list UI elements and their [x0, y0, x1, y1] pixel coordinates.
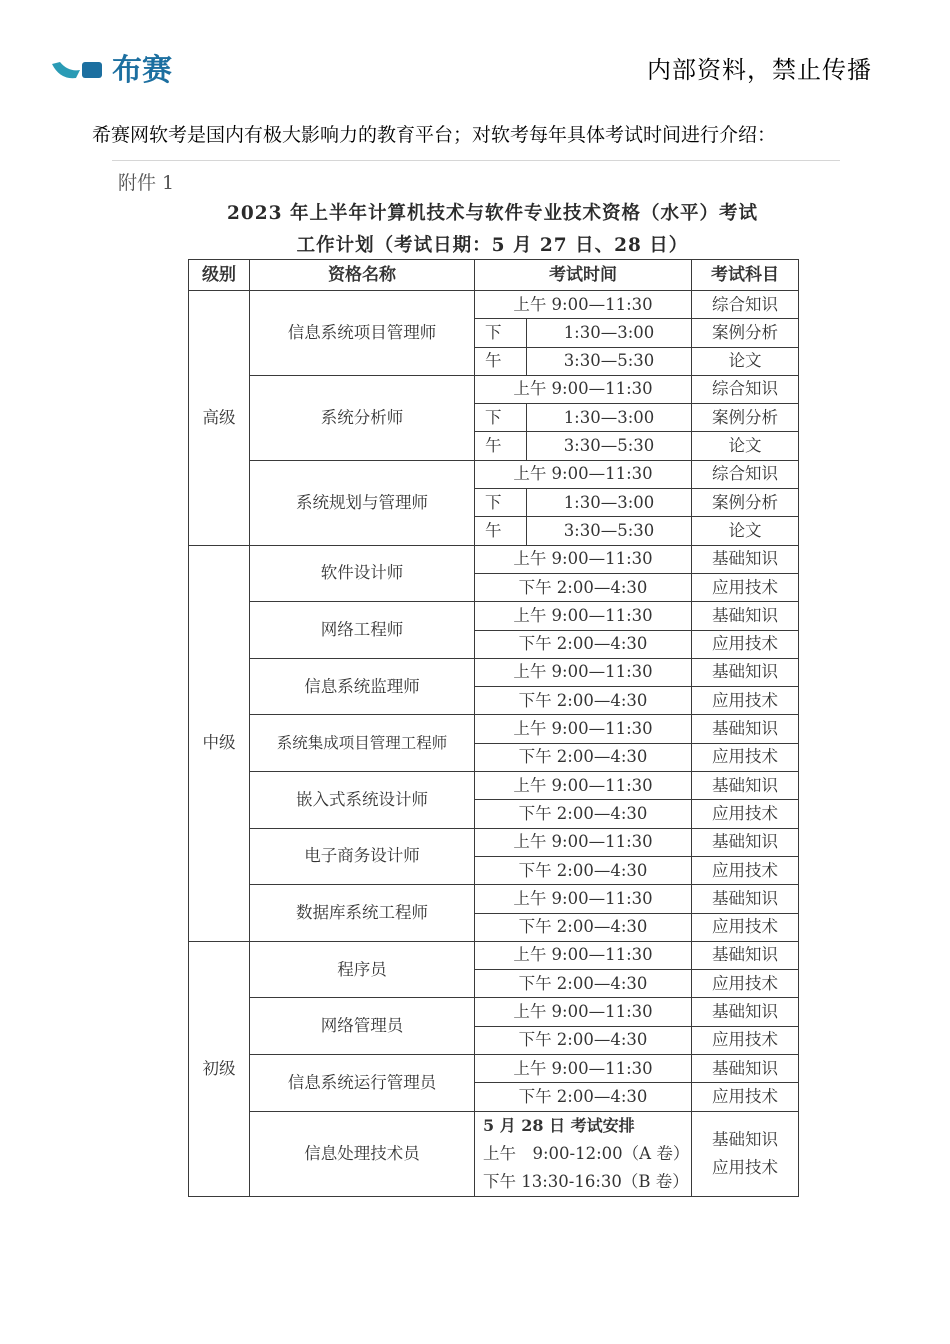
exam-subject: 论文 — [692, 517, 799, 545]
exam-subject: 基础知识 — [712, 1130, 778, 1149]
pm-char: 午 — [475, 347, 527, 375]
pm-char: 午 — [475, 517, 527, 545]
exam-time: 下午 2:00—4:30 — [475, 856, 692, 884]
table-row — [189, 658, 799, 686]
table-row — [189, 460, 799, 488]
special-schedule — [475, 1112, 692, 1197]
special-pm: 下午 13:30-16:30（B 卷） — [483, 1172, 689, 1191]
exam-time: 上午 9:00—11:30 — [475, 998, 692, 1026]
level-intermediate: 中级 — [189, 545, 250, 941]
exam-subject: 基础知识 — [692, 545, 799, 573]
exam-time: 1:30—3:00 — [527, 489, 692, 517]
exam-subject: 综合知识 — [692, 460, 799, 488]
exam-subject: 应用技术 — [692, 1026, 799, 1054]
table-row — [189, 291, 799, 319]
exam-subject: 应用技术 — [692, 970, 799, 998]
exam-time: 上午 9:00—11:30 — [475, 941, 692, 969]
special-heading: 5 月 28 日 考试安排 — [483, 1116, 635, 1135]
exam-subject: 基础知识 — [692, 658, 799, 686]
exam-time: 下午 2:00—4:30 — [475, 800, 692, 828]
exam-time: 下午 2:00—4:30 — [475, 1083, 692, 1112]
qualification-name: 程序员 — [250, 941, 475, 998]
exam-subject: 基础知识 — [692, 602, 799, 630]
exam-subject: 应用技术 — [692, 743, 799, 771]
qualification-name: 信息系统监理师 — [250, 658, 475, 715]
qualification-name: 系统集成项目管理工程师 — [250, 715, 475, 772]
header-exam-time: 考试时间 — [475, 260, 692, 291]
pm-char: 午 — [475, 432, 527, 460]
exam-time: 3:30—5:30 — [527, 517, 692, 545]
exam-subject: 综合知识 — [692, 291, 799, 319]
exam-time: 1:30—3:00 — [527, 404, 692, 432]
table-row — [189, 545, 799, 573]
exam-subject: 应用技术 — [692, 630, 799, 658]
exam-time: 上午 9:00—11:30 — [475, 460, 692, 488]
table-row — [189, 998, 799, 1026]
document-title — [170, 198, 815, 262]
qualification-name: 信息系统运行管理员 — [250, 1055, 475, 1112]
table-row — [189, 885, 799, 913]
table-row — [189, 1112, 799, 1197]
exam-time: 3:30—5:30 — [527, 347, 692, 375]
exam-time: 下午 2:00—4:30 — [475, 913, 692, 941]
level-junior: 初级 — [189, 941, 250, 1196]
exam-subject: 案例分析 — [692, 319, 799, 347]
exam-time: 上午 9:00—11:30 — [475, 885, 692, 913]
exam-time: 上午 9:00—11:30 — [475, 375, 692, 403]
table-row — [189, 602, 799, 630]
exam-subject: 应用技术 — [692, 1083, 799, 1112]
qualification-name: 网络工程师 — [250, 602, 475, 659]
qualification-name: 系统分析师 — [250, 375, 475, 460]
qualification-name: 系统规划与管理师 — [250, 460, 475, 545]
exam-subject: 基础知识 — [692, 998, 799, 1026]
level-senior: 高级 — [189, 291, 250, 546]
table-row — [189, 941, 799, 969]
header-level: 级别 — [189, 260, 250, 291]
qualification-name: 数据库系统工程师 — [250, 885, 475, 942]
table-row — [189, 828, 799, 856]
exam-time: 上午 9:00—11:30 — [475, 291, 692, 319]
exam-subject: 综合知识 — [692, 375, 799, 403]
exam-subject: 应用技术 — [692, 687, 799, 715]
exam-time: 上午 9:00—11:30 — [475, 715, 692, 743]
exam-subject: 案例分析 — [692, 404, 799, 432]
qualification-name: 网络管理员 — [250, 998, 475, 1055]
header-qualification: 资格名称 — [250, 260, 475, 291]
qualification-name: 软件设计师 — [250, 545, 475, 602]
exam-subject: 应用技术 — [692, 573, 799, 601]
confidential-notice: 内部资料，禁止传播 — [647, 56, 872, 84]
table-row — [189, 715, 799, 743]
exam-subject: 基础知识 — [692, 941, 799, 969]
exam-subject: 应用技术 — [692, 913, 799, 941]
exam-time: 上午 9:00—11:30 — [475, 828, 692, 856]
exam-subject: 应用技术 — [712, 1158, 778, 1177]
exam-time: 下午 2:00—4:30 — [475, 687, 692, 715]
table-row — [189, 375, 799, 403]
pm-char: 下 — [475, 319, 527, 347]
header-subject: 考试科目 — [692, 260, 799, 291]
pm-char: 下 — [475, 404, 527, 432]
pm-char: 下 — [475, 489, 527, 517]
title-line-2: 工作计划（考试日期：5 月 27 日、28 日） — [296, 235, 689, 256]
title-line-1: 2023 年上半年计算机技术与软件专业技术资格（水平）考试 — [227, 203, 758, 224]
special-am: 上午 9:00-12:00（A 卷） — [483, 1144, 690, 1163]
exam-subject: 基础知识 — [692, 772, 799, 800]
attachment-label: 附件 1 — [118, 172, 175, 194]
exam-time: 上午 9:00—11:30 — [475, 1055, 692, 1083]
qualification-name: 嵌入式系统设计师 — [250, 772, 475, 829]
exam-subject: 论文 — [692, 347, 799, 375]
xisai-logo — [50, 48, 225, 88]
exam-subjects — [692, 1112, 799, 1197]
exam-subject: 基础知识 — [692, 1055, 799, 1083]
exam-time: 1:30—3:00 — [527, 319, 692, 347]
intro-text: 希赛网软考是国内有极大影响力的教育平台；对软考每年具体考试时间进行介绍： — [92, 124, 777, 146]
exam-time: 下午 2:00—4:30 — [475, 743, 692, 771]
qualification-name: 信息处理技术员 — [250, 1112, 475, 1197]
exam-time: 下午 2:00—4:30 — [475, 573, 692, 601]
table-header-row — [189, 260, 799, 291]
exam-subject: 应用技术 — [692, 856, 799, 884]
exam-time: 上午 9:00—11:30 — [475, 545, 692, 573]
exam-subject: 应用技术 — [692, 800, 799, 828]
qualification-name: 信息系统项目管理师 — [250, 291, 475, 376]
exam-subject: 基础知识 — [692, 715, 799, 743]
qualification-name: 电子商务设计师 — [250, 828, 475, 885]
exam-time: 3:30—5:30 — [527, 432, 692, 460]
exam-schedule-table — [188, 259, 799, 1197]
exam-subject: 案例分析 — [692, 489, 799, 517]
exam-time: 下午 2:00—4:30 — [475, 1026, 692, 1054]
exam-time: 下午 2:00—4:30 — [475, 630, 692, 658]
exam-time: 上午 9:00—11:30 — [475, 772, 692, 800]
table-row — [189, 772, 799, 800]
svg-text:布赛: 布赛 — [112, 53, 172, 88]
table-row — [189, 1055, 799, 1083]
exam-time: 上午 9:00—11:30 — [475, 602, 692, 630]
exam-subject: 基础知识 — [692, 885, 799, 913]
exam-subject: 基础知识 — [692, 828, 799, 856]
exam-time: 下午 2:00—4:30 — [475, 970, 692, 998]
exam-time: 上午 9:00—11:30 — [475, 658, 692, 686]
exam-subject: 论文 — [692, 432, 799, 460]
